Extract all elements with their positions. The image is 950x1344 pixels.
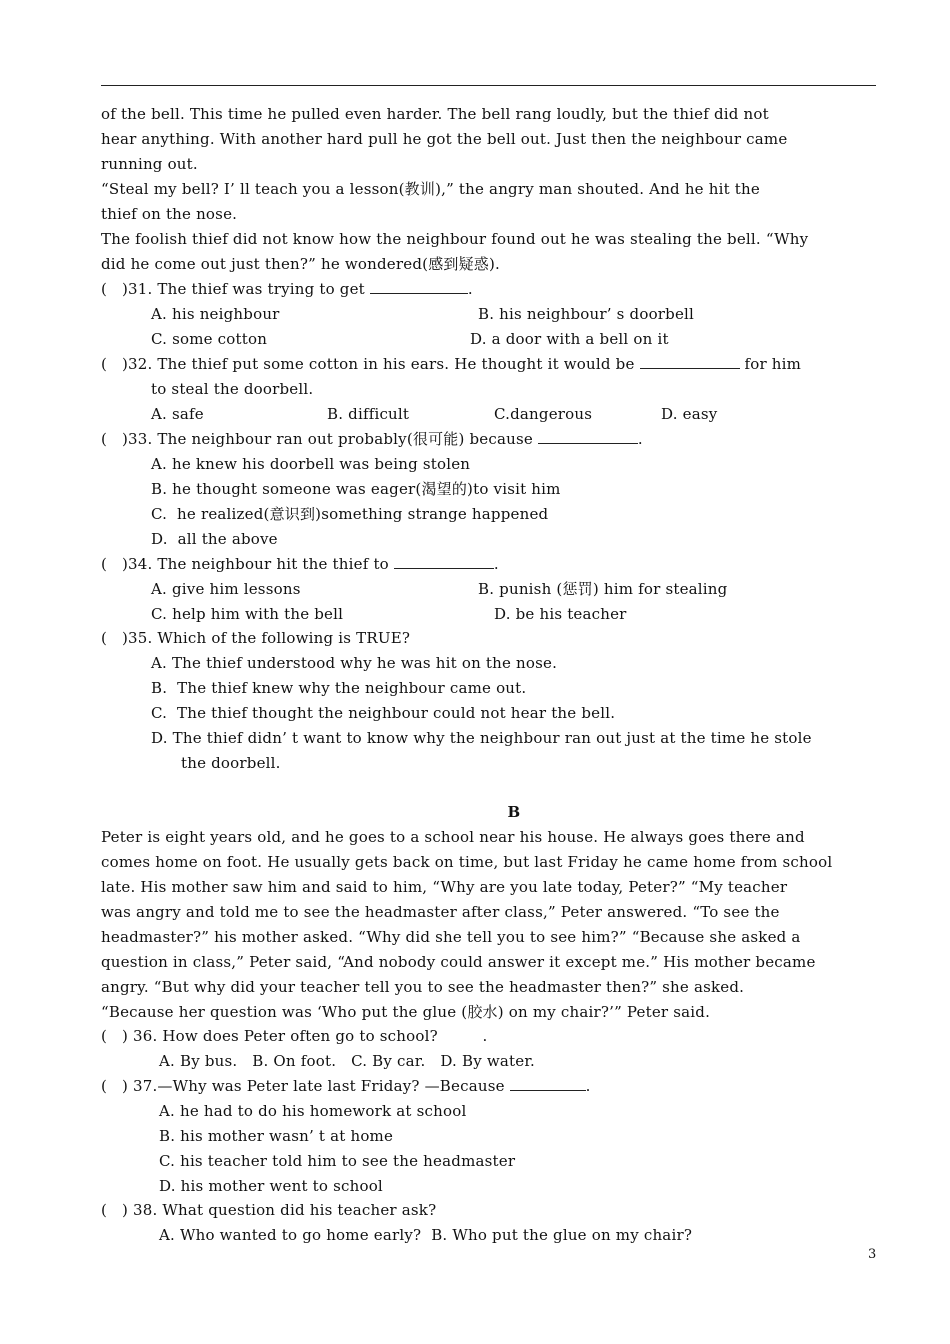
passage-a-line: of the bell. This time he pulled even harder. The bell rang loudly, but the thief did not xyxy=(101,105,769,123)
option-d: D. his mother went to school xyxy=(159,1177,383,1195)
option-a: A. safe xyxy=(151,405,204,423)
option-a: A. his neighbour xyxy=(151,305,280,323)
option-c: C. some cotton xyxy=(151,330,268,348)
question-stem: ( )31. The thief was trying to get xyxy=(101,280,370,298)
option-c: C. his teacher told him to see the headmaster xyxy=(159,1152,516,1170)
passage-b-line: headmaster?” his mother asked. “Why did she tell you to see him?” “Because she asked a xyxy=(101,928,801,946)
passage-b-line: was angry and told me to see the headmaster after class,” Peter answered. “To see the xyxy=(101,903,780,921)
option-a: A. he had to do his homework at school xyxy=(159,1102,467,1120)
answer-blank[interactable] xyxy=(394,554,494,569)
option-a: A. give him lessons xyxy=(151,580,301,598)
question-32 xyxy=(101,354,801,374)
answer-blank[interactable] xyxy=(538,429,638,444)
question-33: ( )33. The neighbour ran out probably(很可能) because . xyxy=(101,430,643,448)
answer-blank[interactable] xyxy=(370,279,468,294)
passage-a-line: running out. xyxy=(101,155,198,173)
passage-a-line: The foolish thief did not know how the neighbour found out he was stealing the bell. “Why xyxy=(101,230,809,248)
option-b: B. his neighbour’ s doorbell xyxy=(478,305,695,323)
option-b: B. The thief knew why the neighbour came out. xyxy=(151,679,527,697)
option-a: A. The thief understood why he was hit on the nose. xyxy=(151,654,558,672)
question-stem: ( ) 37.—Why was Peter late last Friday? —Because xyxy=(101,1077,510,1095)
option-b: B. he thought someone was eager(渴望的)to visit him xyxy=(151,480,561,498)
question-stem-continued: to steal the doorbell. xyxy=(151,380,314,398)
option-c: C. he realized(意识到)something strange happened xyxy=(151,505,549,523)
option-d: D. a door with a bell on it xyxy=(470,330,669,348)
option-c: C. The thief thought the neighbour could not hear the bell. xyxy=(151,704,616,722)
passage-a-line: hear anything. With another hard pull he got the bell out. Just then the neighbour came xyxy=(101,130,788,148)
question-stem: ( )32. The thief put some cotton in his ears. He thought it would be xyxy=(101,355,640,373)
question-34: ( )34. The neighbour hit the thief to . xyxy=(101,555,499,573)
answer-blank[interactable] xyxy=(640,354,740,369)
option-c: C. help him with the bell xyxy=(151,605,344,623)
option-c: C.dangerous xyxy=(494,405,593,423)
section-title: B xyxy=(507,803,521,821)
header-rule xyxy=(101,85,876,86)
passage-b-line: angry. “But why did your teacher tell you to see the headmaster then?” she asked. xyxy=(101,978,745,996)
option-d: D. easy xyxy=(661,405,718,423)
question-stem: ( )34. The neighbour hit the thief to xyxy=(101,555,394,573)
option-b: B. punish (惩罚) him for stealing xyxy=(478,580,728,598)
option-b: B. his mother wasn’ t at home xyxy=(159,1127,394,1145)
page-number: 3 xyxy=(868,1247,877,1262)
passage-b-line: late. His mother saw him and said to him, “Why are you late today, Peter?” “My teacher xyxy=(101,878,788,896)
passage-b-line: comes home on foot. He usually gets back on time, but last Friday he came home from school xyxy=(101,853,833,871)
question-38: ( ) 38. What question did his teacher ask? xyxy=(101,1201,437,1219)
option-d-continued: the doorbell. xyxy=(181,754,281,772)
passage-b-line: question in class,” Peter said, “And nobody could answer it except me.” His mother became xyxy=(101,953,816,971)
question-37: ( ) 37.—Why was Peter late last Friday? —Because . xyxy=(101,1077,591,1095)
options-row: A. By bus. B. On foot. C. By car. D. By water. xyxy=(159,1052,536,1070)
passage-b-line: “Because her question was ‘Who put the glue (胶水) on my chair?’” Peter said. xyxy=(101,1003,711,1021)
question-stem: ( )33. The neighbour ran out probably(很可能) because xyxy=(101,430,538,448)
option-d: D. all the above xyxy=(151,530,278,548)
options-row: A. Who wanted to go home early? B. Who put the glue on my chair? xyxy=(159,1226,693,1244)
option-b: B. difficult xyxy=(327,405,410,423)
passage-b-line: Peter is eight years old, and he goes to a school near his house. He always goes there and xyxy=(101,828,805,846)
answer-blank[interactable] xyxy=(510,1076,586,1091)
question-stem-end: for him xyxy=(739,355,802,373)
question-36: ( ) 36. How does Peter often go to school? . xyxy=(101,1027,488,1045)
passage-a-line: thief on the nose. xyxy=(101,205,238,223)
passage-a-line: did he come out just then?” he wondered(感到疑惑). xyxy=(101,255,501,273)
option-d: D. be his teacher xyxy=(494,605,627,623)
question-35: ( )35. Which of the following is TRUE? xyxy=(101,629,411,647)
option-d: D. The thief didn’ t want to know why the neighbour ran out just at the time he stole xyxy=(151,729,812,747)
question-31: ( )31. The thief was trying to get . xyxy=(101,280,473,298)
passage-a-line: “Steal my bell? I’ ll teach you a lesson(教训),” the angry man shouted. And he hit the xyxy=(101,180,760,198)
option-a: A. he knew his doorbell was being stolen xyxy=(151,455,471,473)
